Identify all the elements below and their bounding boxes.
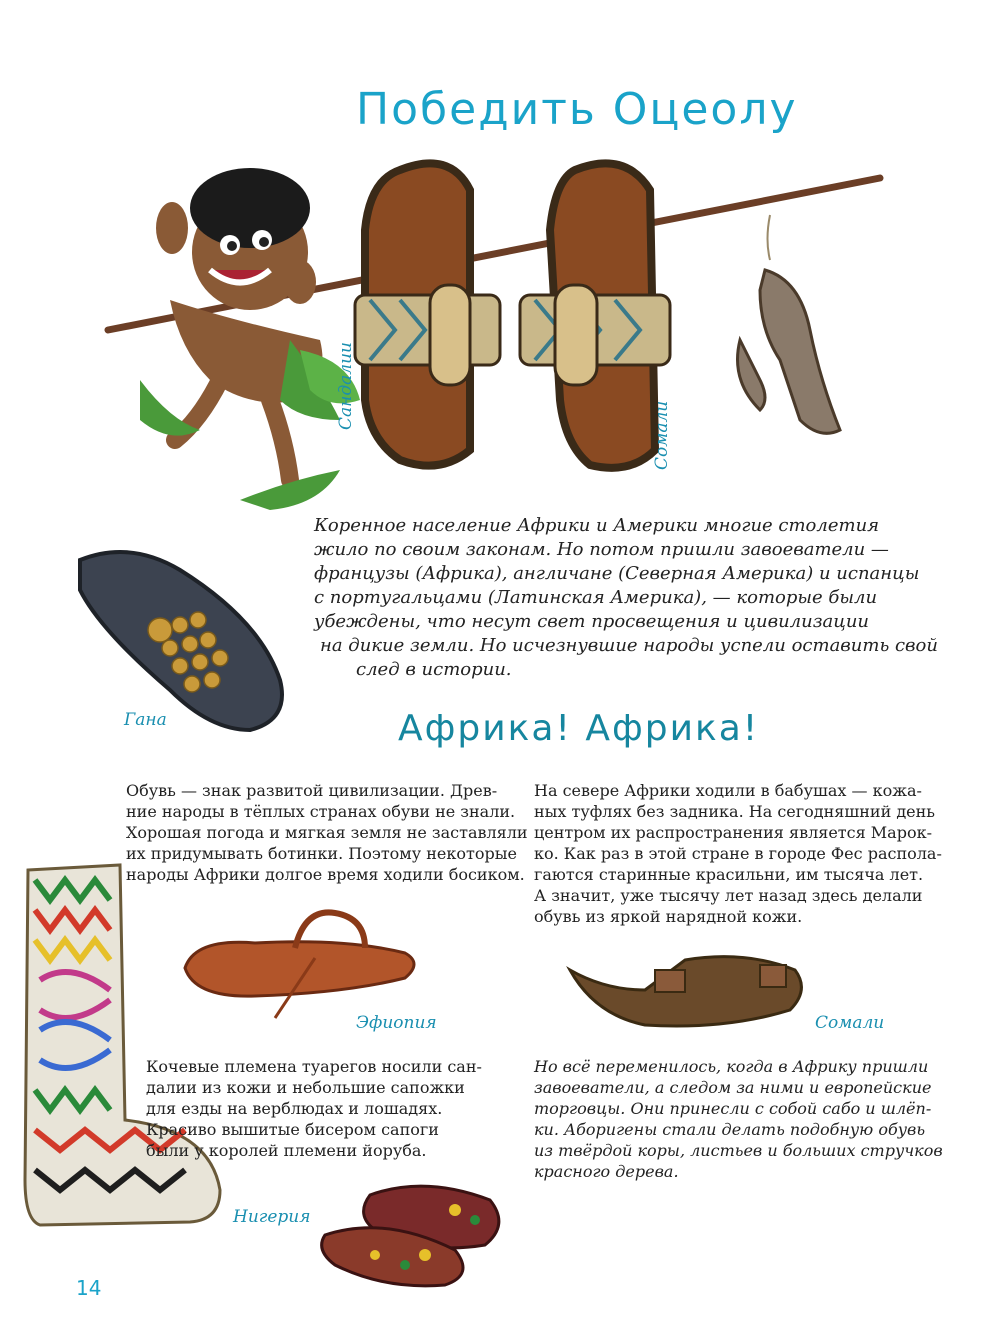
somalia-shoe-image bbox=[565, 930, 815, 1040]
paragraph-line: ко. Как раз в этой стране в городе Фес распола- bbox=[534, 844, 942, 863]
paragraph-line: красного дерева. bbox=[534, 1162, 679, 1181]
sandal-right-image bbox=[520, 163, 670, 468]
seed-pod-image bbox=[738, 215, 841, 433]
paragraph-line: центром их распространения является Марок- bbox=[534, 823, 932, 842]
paragraph-line: для езды на верблюдах и лошадях. bbox=[146, 1099, 443, 1118]
paragraph-line: их придумывать ботинки. Поэтому некоторые bbox=[126, 844, 517, 863]
paragraph-line: гаются старинные красильни, им тысяча лет. bbox=[534, 865, 924, 884]
nigeria-slippers-image bbox=[315, 1175, 515, 1295]
paragraph-line: далии из кожи и небольшие сапожки bbox=[146, 1078, 465, 1097]
caption-sandals-left: Сандалии bbox=[336, 342, 356, 430]
caption-nigeria: Нигерия bbox=[233, 1207, 311, 1227]
paragraph-line: Хорошая погода и мягкая земля не заставляли bbox=[126, 823, 528, 842]
paragraph-line: были у королей племени йоруба. bbox=[146, 1141, 427, 1160]
intro-line: на дикие земли. Но исчезнувшие народы успели оставить свой bbox=[320, 635, 938, 656]
intro-line: французы (Африка), англичане (Северная Америка) и испанцы bbox=[314, 563, 920, 584]
caption-ethiopia: Эфиопия bbox=[356, 1013, 437, 1033]
caption-ghana: Гана bbox=[124, 710, 167, 730]
section-heading: Африка! Африка! bbox=[398, 708, 760, 749]
paragraph-line: ных туфлях без задника. На сегодняшний день bbox=[534, 802, 936, 821]
paragraph-right-top bbox=[534, 780, 942, 927]
paragraph-line: Но всё переменилось, когда в Африку пришли bbox=[534, 1057, 929, 1076]
intro-line: с португальцами (Латинская Америка), — которые были bbox=[314, 587, 878, 608]
intro-paragraph bbox=[314, 514, 954, 682]
paragraph-line: Красиво вышитые бисером сапоги bbox=[146, 1120, 439, 1139]
paragraph-line: Обувь — знак развитой цивилизации. Древ- bbox=[126, 781, 498, 800]
ethiopia-sandal-image bbox=[175, 908, 425, 1028]
paragraph-left-bottom bbox=[146, 1056, 482, 1161]
paragraph-line: из твёрдой коры, листьев и больших стручков bbox=[534, 1141, 943, 1160]
paragraph-line: торговцы. Они принесли с собой сабо и шлёп- bbox=[534, 1099, 932, 1118]
page-number: 14 bbox=[76, 1276, 102, 1300]
paragraph-line: обувь из яркой нарядной кожи. bbox=[534, 907, 803, 926]
paragraph-line: На севере Африки ходили в бабушах — кожа- bbox=[534, 781, 922, 800]
caption-somalia: Сомали bbox=[815, 1013, 885, 1033]
paragraph-line: народы Африки долгое время ходили босиком. bbox=[126, 865, 525, 884]
paragraph-right-bottom bbox=[534, 1056, 943, 1182]
caption-sandals-right: Сомали bbox=[652, 400, 672, 470]
illustration-banner bbox=[0, 0, 1000, 540]
boy-character-icon bbox=[140, 168, 360, 510]
page-title: Победить Оцеолу bbox=[356, 84, 798, 135]
paragraph-line: ки. Аборигены стали делать подобную обувь bbox=[534, 1120, 926, 1139]
paragraph-line: завоеватели, а следом за ними и европейские bbox=[534, 1078, 932, 1097]
sandal-left-image bbox=[355, 163, 500, 465]
intro-line: след в истории. bbox=[356, 659, 512, 680]
intro-line: убеждены, что несут свет просвещения и цивилизации bbox=[314, 611, 870, 632]
intro-line: жило по своим законам. Но потом пришли завоеватели — bbox=[314, 539, 889, 560]
paragraph-line: Кочевые племена туарегов носили сан- bbox=[146, 1057, 482, 1076]
ghana-sandal-image bbox=[60, 540, 300, 740]
paragraph-line: А значит, уже тысячу лет назад здесь делали bbox=[534, 886, 923, 905]
paragraph-line: ние народы в тёплых странах обуви не знали. bbox=[126, 802, 516, 821]
intro-line: Коренное население Африки и Америки многие столетия bbox=[314, 515, 880, 536]
